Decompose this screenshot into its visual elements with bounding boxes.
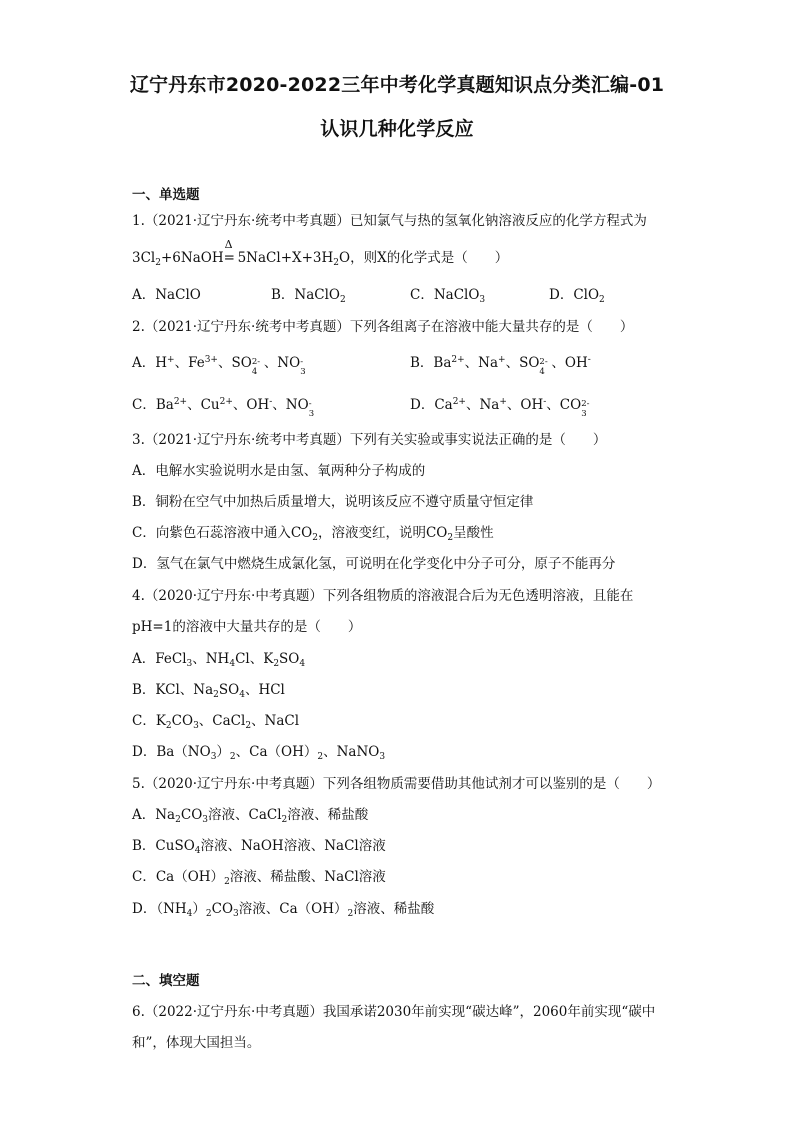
q2-stem: 2.（2021·辽宁丹东·统考中考真题）下列各组离子在溶液中能大量共存的是（ ）	[132, 319, 634, 335]
section-heading-fill-in: 二、填空题	[132, 973, 200, 989]
q4-option-b[interactable]: B．KCl、$Na_2SO_4$、HCl	[132, 682, 285, 700]
section-heading-single-choice: 一、单选题	[132, 187, 200, 203]
q4-option-c[interactable]: C．$K_2CO_3$、CaCl$_2$、NaCl	[132, 713, 300, 731]
q3-option-c[interactable]: C．向紫色石蕊溶液中通入$CO_2$，溶液变红，说明$CO_2$呈酸性	[132, 525, 494, 543]
q2-option-b[interactable]: B．$Ba^{2+}$、Na+、SO 2- 4 、OH-	[410, 355, 591, 377]
q5-option-a[interactable]: A．$Na_2CO_3$溶液、CaCl$_2$溶液、稀盐酸	[132, 807, 369, 825]
q4-stem-line2: pH=1的溶液中大量共存的是（ ）	[132, 619, 362, 635]
document-title-line2: 认识几种化学反应	[320, 118, 474, 140]
q5-option-b[interactable]: B．CuSO$_4$溶液、NaOH溶液、NaCl溶液	[132, 838, 386, 856]
q1-stem: 1.（2021·辽宁丹东·统考中考真题）已知氯气与热的氢氧化钠溶液反应的化学方程式为	[132, 213, 647, 229]
q2-option-c[interactable]: C．$Ba^{2+}$、$Cu^{2+}$、OH-、NO - 3	[132, 397, 315, 419]
q1-equation: $3Cl_2+6NaOH$ Δ = $5NaCl+X+3H_2O$，则X的化学式是（ ）	[132, 238, 509, 268]
q5-option-c[interactable]: C．$Ca(OH)_2$溶液、稀盐酸、NaCl溶液	[132, 869, 386, 887]
q4-option-a[interactable]: A．FeCl$_3$、$NH_4Cl$、$K_2SO_4$	[132, 651, 306, 669]
document-title-line1: 辽宁丹东市2020-2022三年中考化学真题知识点分类汇编-01	[129, 74, 665, 96]
q3-option-b[interactable]: B．铜粉在空气中加热后质量增大，说明该反应不遵守质量守恒定律	[132, 494, 534, 510]
q2-option-a[interactable]: A．H+、$Fe^{3+}$、SO 2- 4 、NO - 3	[132, 355, 306, 377]
q1-option-d[interactable]: D．ClO$_2$	[549, 287, 605, 305]
q4-stem-line1: 4.（2020·辽宁丹东·中考真题）下列各组物质的溶液混合后为无色透明溶液，且能在	[132, 588, 634, 604]
q5-stem: 5.（2020·辽宁丹东·中考真题）下列各组物质需要借助其他试剂才可以鉴别的是（ ）	[132, 776, 661, 792]
q6-stem-line2: 和”，体现大国担当。	[132, 1035, 261, 1051]
q3-option-d[interactable]: D．氢气在氯气中燃烧生成氯化氢，可说明在化学变化中分子可分，原子不能再分	[132, 556, 616, 572]
q3-stem: 3.（2021·辽宁丹东·统考中考真题）下列有关实验或事实说法正确的是（ ）	[132, 432, 607, 448]
q1-option-c[interactable]: C．NaClO$_3$	[410, 287, 486, 305]
q3-option-a[interactable]: A．电解水实验说明水是由氢、氧两种分子构成的	[132, 463, 426, 479]
q4-option-d[interactable]: D．$Ba(NO_3)_2$、$Ca(OH)_2$、NaNO$_3$	[132, 744, 386, 762]
q2-option-d[interactable]: D．$Ca^{2+}$、Na+、OH-、CO 2- 3	[410, 397, 590, 419]
heating-condition-icon: Δ =	[223, 238, 235, 266]
q6-stem-line1: 6.（2022·辽宁丹东·中考真题）我国承诺2030年前实现“碳达峰”，2060年前实现“碳中	[132, 1004, 656, 1020]
q1-option-b[interactable]: B．NaClO$_2$	[271, 287, 346, 305]
q1-option-a[interactable]: A．NaClO	[132, 287, 201, 303]
q5-option-d[interactable]: D．$(NH_4)_2CO_3$溶液、$Ca(OH)_2$溶液、稀盐酸	[132, 901, 435, 919]
